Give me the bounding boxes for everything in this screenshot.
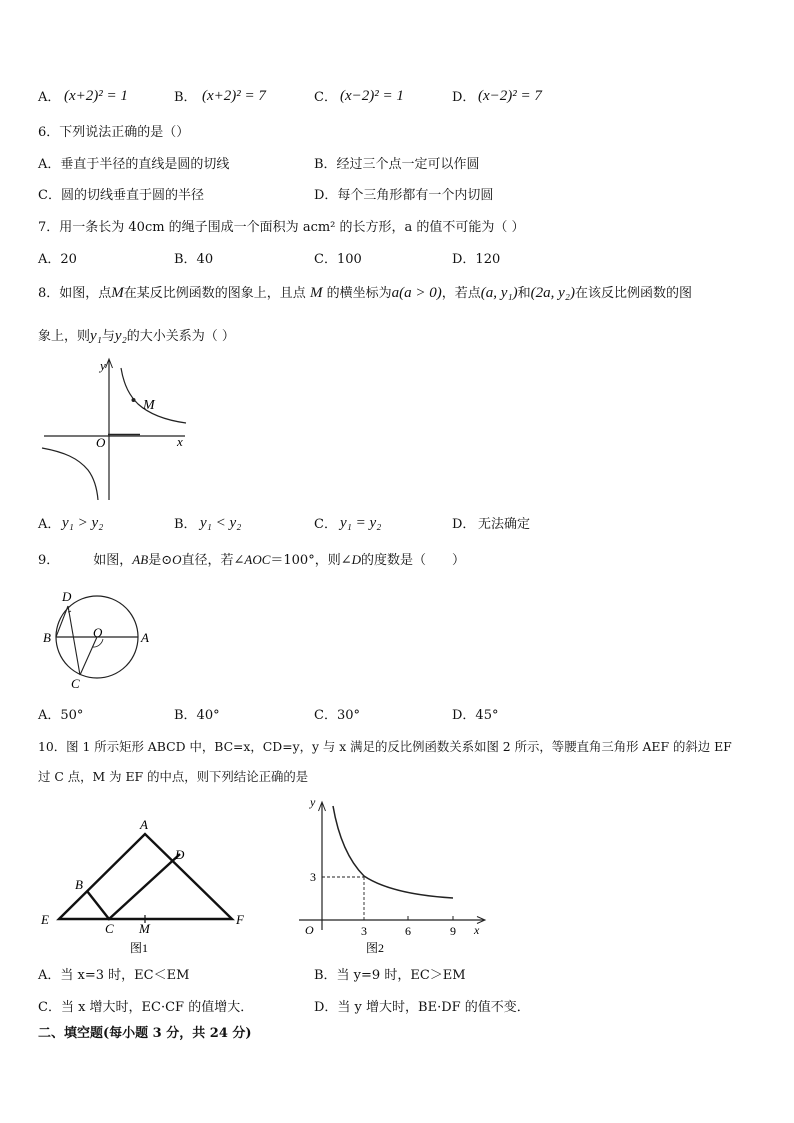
- q5-option-d-label: D．: [452, 90, 476, 105]
- q10-fig2-x-tick-3: 3: [361, 924, 367, 938]
- q8-stem-5: 和: [517, 286, 531, 301]
- q8-option-c-label: C．: [314, 517, 337, 532]
- q9-number: 9．: [38, 553, 60, 568]
- q8-point-1: (a, y₁): [480, 285, 518, 301]
- q8-y1: y₁: [90, 328, 102, 344]
- q9-option-c: C．30°: [314, 708, 360, 723]
- q10-option-a: A．当 x=3 时，EC＜EM: [38, 968, 190, 983]
- q6-option-a: A．垂直于半径的直线是圆的切线: [38, 157, 230, 172]
- section-heading: 二、填空题(每小题 3 分，共 24 分): [38, 1026, 252, 1041]
- q6-option-c: C．圆的切线垂直于圆的半径: [38, 188, 204, 203]
- q5-option-d-expr: (x−2)² = 7: [478, 88, 542, 104]
- q10-fig1-a-label: A: [140, 817, 148, 832]
- q9-stem-5: 的度数是（ ）: [361, 553, 466, 568]
- q7-option-b: B．40: [174, 252, 214, 267]
- q8-option-b-expr: y₁ < y₂: [200, 515, 242, 531]
- q8-option-c-expr: y₁ = y₂: [340, 515, 382, 531]
- q5-option-b-expr: (x+2)² = 7: [202, 88, 266, 104]
- q8-fig-m-label: M: [143, 398, 155, 413]
- q10-option-c: C．当 x 增大时，EC·CF 的值增大．: [38, 1000, 254, 1015]
- q8-a-condition: a(a > 0): [391, 285, 442, 301]
- q6-option-b: B．经过三个点一定可以作圆: [314, 157, 480, 172]
- q10-fig2-x-label: x: [474, 923, 480, 937]
- q9-o: O: [172, 552, 182, 567]
- q8-stem-6: 在该反比例函数的图: [575, 286, 693, 301]
- q10-fig2-x-tick-9: 9: [450, 924, 456, 938]
- q9-stem-1: 如图，: [93, 553, 133, 568]
- q9-stem-2: 是⊙: [148, 553, 173, 568]
- q9-fig-c-label: C: [71, 676, 80, 691]
- q8-stem-m: M: [111, 285, 124, 301]
- q10-fig1-m-label: M: [139, 921, 150, 936]
- q10-fig2-x-tick-6: 6: [405, 924, 411, 938]
- q10-fig2-y-label: y: [310, 795, 316, 809]
- q10-option-b: B．当 y=9 时，EC＞EM: [314, 968, 466, 983]
- q10-fig2-y-tick-3: 3: [310, 870, 316, 884]
- q9-stem-3: 直径，若∠: [181, 553, 245, 568]
- q8-stem-4: ，若点: [441, 286, 481, 301]
- q10-fig1-d-label: D: [175, 847, 185, 862]
- q10-fig1-e-label: E: [41, 912, 49, 927]
- q9-ab: AB: [132, 552, 149, 567]
- q8-option-a-label: A．: [38, 517, 61, 532]
- q8-stem-1: 8．如图，点: [38, 286, 112, 301]
- q8-line2-1: 象上，则: [38, 329, 91, 344]
- q5-option-a-label: A．: [38, 90, 61, 105]
- q10-fig1-c-label: C: [105, 921, 114, 936]
- q8-fig-x-label: x: [177, 434, 183, 449]
- q9-option-a: A．50°: [38, 708, 84, 723]
- q8-stem-m2: M: [309, 285, 323, 301]
- q6-stem: 6．下列说法正确的是（）: [38, 125, 190, 140]
- q5-option-c-expr: (x−2)² = 1: [340, 88, 404, 104]
- q9-fig-a-label: A: [141, 630, 149, 645]
- q9-option-b: B．40°: [174, 708, 220, 723]
- q7-stem: 7．用一条长为 40cm 的绳子围成一个面积为 acm² 的长方形，a 的值不可能为（ ）: [38, 220, 525, 235]
- q7-option-c: C．100: [314, 252, 362, 267]
- q9-aoc: AOC: [244, 552, 271, 567]
- q5-option-c-label: C．: [314, 90, 337, 105]
- q8-line2-3: 的大小关系为（ ）: [126, 329, 235, 344]
- q8-option-d-expr: 无法确定: [478, 517, 531, 532]
- q9-stem-4: ＝100°，则∠: [270, 553, 352, 568]
- q10-fig1-caption: 图1: [130, 941, 149, 955]
- q8-option-a-expr: y₁ > y₂: [62, 515, 104, 531]
- q8-stem-2: 在某反比例函数的图象上，且点: [123, 286, 306, 301]
- q10-fig2-origin-label: O: [305, 923, 314, 937]
- q7-option-a: A．20: [38, 252, 77, 267]
- q8-line2-2: 与: [101, 329, 115, 344]
- q8-stem-3: 的横坐标为: [326, 286, 392, 301]
- q9-fig-b-label: B: [43, 630, 51, 645]
- q7-option-d: D．120: [452, 252, 501, 267]
- q8-fig-y-label: y: [100, 358, 106, 373]
- q8-fig-origin-label: O: [96, 435, 106, 450]
- q6-option-d: D．每个三角形都有一个内切圆: [314, 188, 494, 203]
- q5-option-b-label: B．: [174, 90, 197, 105]
- q10-fig2-caption: 图2: [366, 941, 385, 955]
- q8-y2: y₂: [114, 328, 127, 344]
- q10-fig2-curve: [333, 806, 453, 898]
- q9-fig-d-label: D: [62, 589, 72, 604]
- q8-point-2: (2a, y₂): [530, 285, 575, 301]
- q8-option-d-label: D．: [452, 517, 476, 532]
- q10-option-d: D．当 y 增大时，BE·DF 的值不变．: [314, 1000, 530, 1015]
- q9-option-d: D．45°: [452, 708, 499, 723]
- q10-fig1-f-label: F: [236, 912, 244, 927]
- q8-option-b-label: B．: [174, 517, 197, 532]
- q10-stem-line1: 10．图 1 所示矩形 ABCD 中，BC=x，CD=y，y 与 x 满足的反比例函数关系如图 2 所示，等腰直角三角形 AEF 的斜边 EF: [38, 739, 732, 754]
- q5-option-a-expr: (x+2)² = 1: [64, 88, 128, 104]
- q9-d: D: [351, 552, 361, 567]
- q9-fig-o-label: O: [93, 625, 103, 640]
- q10-stem-line2: 过 C 点，M 为 EF 的中点，则下列结论正确的是: [38, 769, 309, 784]
- q10-fig1-b-label: B: [75, 877, 83, 892]
